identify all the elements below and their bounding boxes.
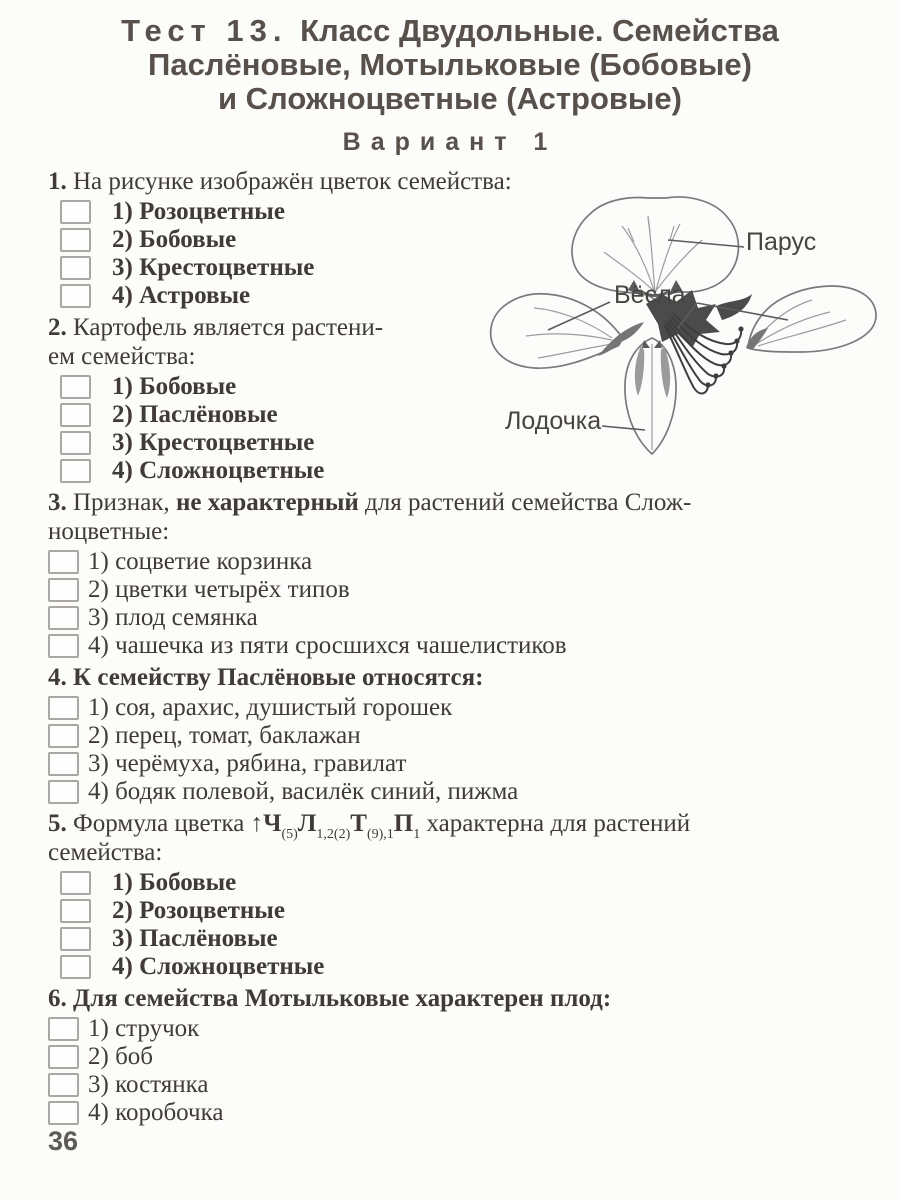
question-2-options: [48, 374, 508, 483]
option-row: [60, 926, 852, 951]
option-label: 2) Розоцветные: [112, 897, 285, 924]
question-text-pre: Формула цветка: [73, 810, 251, 837]
question-text-line-2: ноцветные:: [48, 518, 170, 545]
formula-term: ↑Ч: [250, 810, 282, 837]
flower-formula: [250, 810, 421, 842]
option-label: 4) коробочка: [88, 1099, 224, 1126]
question-1-statement: [48, 167, 588, 196]
question-text-line-1: Картофель является растени-: [73, 314, 384, 341]
option-label: 4) Сложноцветные: [112, 953, 325, 980]
option-row: [48, 723, 852, 748]
option-row: [48, 1100, 852, 1125]
option-row: [60, 458, 508, 483]
answer-checkbox[interactable]: [48, 550, 79, 574]
option-row: [48, 1016, 852, 1041]
option-label: 2) перец, томат, баклажан: [88, 722, 361, 749]
question-3-options: [48, 549, 852, 658]
option-label: 4) Сложноцветные: [112, 457, 325, 484]
question-text-line-2: ем семейства:: [48, 343, 196, 370]
question-number: 4.: [48, 664, 67, 691]
question-4: [48, 663, 852, 804]
answer-checkbox[interactable]: [48, 1101, 79, 1125]
answer-checkbox[interactable]: [60, 431, 91, 455]
question-number: 3.: [48, 489, 67, 516]
title-line-2: Паслёновые, Мотыльковые (Бобовые): [148, 47, 752, 82]
question-text: Для семейства Мотыльковые характерен плод:: [73, 985, 612, 1012]
option-row: [60, 227, 588, 252]
option-row: [60, 870, 852, 895]
option-label: 3) плод семянка: [88, 604, 258, 631]
option-label: 3) Паслёновые: [112, 925, 278, 952]
question-4-statement: [48, 663, 852, 692]
figure-label-keel: Лодочка: [505, 407, 602, 435]
answer-checkbox[interactable]: [48, 1045, 79, 1069]
question-3: [48, 488, 852, 658]
title-line-1-rest: Класс Двудольные. Семейства: [300, 13, 779, 48]
option-row: [60, 199, 588, 224]
option-row: [48, 695, 852, 720]
variant-heading: Вариант 1: [342, 128, 558, 156]
question-text-post: характерна для растений: [420, 810, 691, 837]
answer-checkbox[interactable]: [48, 780, 79, 804]
option-label: 3) костянка: [88, 1071, 209, 1098]
answer-checkbox[interactable]: [60, 200, 91, 224]
formula-subscript: (9),1: [366, 827, 394, 842]
question-1-options: [48, 199, 588, 308]
question-number: 6.: [48, 985, 67, 1012]
answer-checkbox[interactable]: [48, 1017, 79, 1041]
option-label: 1) стручок: [88, 1015, 200, 1042]
option-label: 4) Астровые: [112, 282, 251, 309]
option-row: [48, 1044, 852, 1069]
question-6-options: [48, 1016, 852, 1125]
option-row: [60, 374, 508, 399]
option-row: [48, 1072, 852, 1097]
answer-checkbox[interactable]: [60, 403, 91, 427]
option-label: 2) Бобовые: [112, 226, 237, 253]
question-number: 2.: [48, 314, 67, 341]
option-row: [48, 577, 852, 602]
answer-checkbox[interactable]: [60, 927, 91, 951]
answer-checkbox[interactable]: [60, 284, 91, 308]
question-emphasis: не характерный: [175, 489, 359, 516]
question-text: К семейству Паслёновые относятся:: [73, 664, 484, 691]
question-number: 1.: [48, 168, 67, 195]
answer-checkbox[interactable]: [48, 578, 79, 602]
answer-checkbox[interactable]: [48, 724, 79, 748]
option-label: 3) черёмуха, рябина, гравилат: [88, 750, 407, 777]
title-line-1: [48, 14, 852, 48]
question-3-statement: [48, 488, 852, 546]
option-row: [48, 605, 852, 630]
option-row: [48, 549, 852, 574]
question-2-statement: [48, 313, 508, 371]
answer-checkbox[interactable]: [48, 606, 79, 630]
option-row: [60, 430, 508, 455]
test-number-label: Тест 13.: [121, 13, 288, 48]
question-4-options: [48, 695, 852, 804]
formula-term: П: [393, 810, 414, 837]
question-text: На рисунке изображён цветок семейства:: [73, 168, 512, 195]
option-row: [60, 954, 852, 979]
question-5-options: [48, 870, 852, 979]
answer-checkbox[interactable]: [60, 375, 91, 399]
option-label: 1) соцветие корзинка: [88, 548, 313, 575]
option-label: 4) чашечка из пяти сросшихся чашелистиков: [88, 632, 567, 659]
figure-label-oars: Вёсла: [614, 281, 686, 309]
question-5: [48, 809, 852, 979]
question-text-pre: Признак,: [73, 489, 176, 516]
option-row: [60, 255, 588, 280]
option-row: [48, 779, 852, 804]
option-label: 3) Крестоцветные: [112, 429, 315, 456]
option-label: 2) Паслёновые: [112, 401, 278, 428]
option-label: 2) цветки четырёх типов: [88, 576, 350, 603]
answer-checkbox[interactable]: [48, 1073, 79, 1097]
title-line-3: и Сложноцветные (Астровые): [218, 81, 682, 116]
question-6-statement: [48, 984, 852, 1013]
page-title: [48, 14, 852, 116]
answer-checkbox[interactable]: [60, 871, 91, 895]
option-row: [48, 633, 852, 658]
option-row: [60, 898, 852, 923]
question-1: [48, 167, 588, 308]
option-label: 1) Бобовые: [112, 373, 237, 400]
answer-checkbox[interactable]: [60, 459, 91, 483]
answer-checkbox[interactable]: [60, 955, 91, 979]
formula-subscript: 1,2(2): [316, 827, 351, 842]
formula-subscript: 1: [413, 827, 421, 842]
answer-checkbox[interactable]: [60, 899, 91, 923]
answer-checkbox[interactable]: [60, 228, 91, 252]
option-label: 1) Бобовые: [112, 869, 237, 896]
formula-term: Л: [297, 810, 317, 837]
option-row: [60, 402, 508, 427]
option-row: [48, 751, 852, 776]
formula-term: Т: [350, 810, 367, 837]
question-number: 5.: [48, 810, 67, 837]
answer-checkbox[interactable]: [48, 696, 79, 720]
option-label: 3) Крестоцветные: [112, 254, 315, 281]
option-label: 1) Розоцветные: [112, 198, 285, 225]
option-row: [60, 283, 588, 308]
option-label: 2) боб: [88, 1043, 154, 1070]
figure-label-sail: Парус: [746, 228, 817, 256]
page-number: 36: [48, 1126, 79, 1156]
question-5-statement: [48, 809, 852, 867]
formula-subscript: (5): [281, 827, 298, 842]
answer-checkbox[interactable]: [48, 752, 79, 776]
question-2: [48, 313, 508, 483]
option-label: 4) бодяк полевой, василёк синий, пижма: [88, 778, 519, 805]
option-label: 1) соя, арахис, душистый горошек: [88, 694, 453, 721]
answer-checkbox[interactable]: [60, 256, 91, 280]
question-text-line-2: семейства:: [48, 839, 163, 866]
question-text-post: для растений семейства Слож-: [358, 489, 692, 516]
question-6: [48, 984, 852, 1125]
answer-checkbox[interactable]: [48, 634, 79, 658]
